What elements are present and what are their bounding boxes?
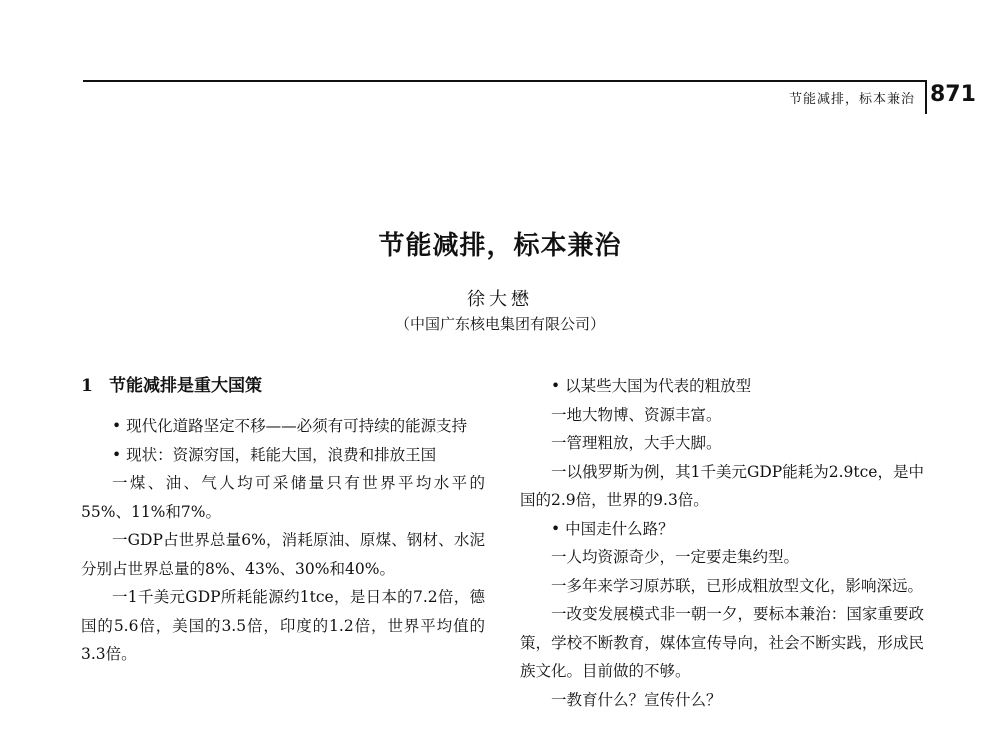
page-number: 871 (930, 82, 976, 107)
right-column (520, 372, 924, 714)
paragraph: 一GDP占世界总量6%，消耗原油、原煤、钢材、水泥分别占世界总量的8%、43%、30%和40%。 (81, 531, 485, 578)
paragraph: • 现状：资源穷国，耗能大国，浪费和排放王国 (112, 445, 437, 464)
paragraph: • 中国走什么路？ (551, 519, 674, 538)
section-title: 节能减排是重大国策 (109, 376, 262, 396)
paragraph: 一1千美元GDP所耗能源约1tce，是日本的7.2倍，德国的5.6倍，美国的3.5倍，印度的1.2倍，世界平均值的3.3倍。 (81, 588, 485, 663)
paragraph: • 以某些大国为代表的粗放型 (551, 377, 752, 395)
paragraph: • 现代化道路坚定不移——必须有可持续的能源支持 (112, 417, 468, 435)
header-vertical-rule (925, 80, 927, 114)
paragraph: 一以俄罗斯为例，其1千美元GDP能耗为2.9tce，是中国的2.9倍，世界的9.3倍。 (520, 462, 924, 509)
paragraph: 一地大物博、资源丰富。 (551, 405, 722, 424)
paragraph: 一多年来学习原苏联，已形成粗放型文化，影响深远。 (551, 576, 924, 595)
paragraph: 一人均资源奇少，一定要走集约型。 (551, 548, 800, 566)
paragraph: 一煤、油、气人均可采储量只有世界平均水平的55%、11%和7%。 (81, 474, 485, 521)
author-name: 徐大懋 (467, 289, 533, 310)
author-affiliation: （中国广东核电集团有限公司） (394, 315, 605, 333)
left-column (81, 372, 485, 669)
paragraph: 一教育什么？宣传什么？ (551, 690, 722, 709)
paragraph: 一改变发展模式非一朝一夕，要标本兼治：国家重要政策，学校不断教育，媒体宣传导向，社会不断实践，形成民族文化。目前做的不够。 (520, 605, 924, 680)
paragraph: 一管理粗放，大手大脚。 (551, 434, 722, 452)
header-rule (83, 80, 925, 82)
running-head: 节能减排，标本兼治 (788, 92, 915, 107)
section-number: 1 (81, 376, 93, 396)
article-title: 节能减排，标本兼治 (378, 231, 622, 261)
section-heading (81, 372, 485, 400)
